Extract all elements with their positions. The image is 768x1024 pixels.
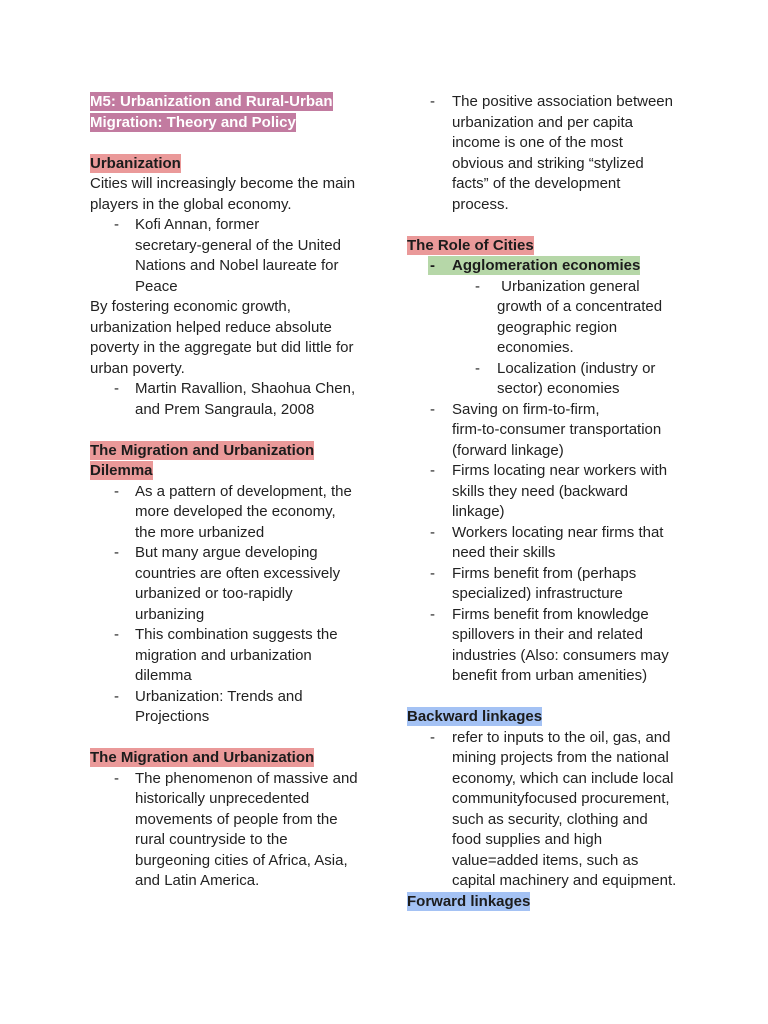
bullet-dash: - bbox=[430, 257, 435, 274]
bullet-continuation bbox=[407, 810, 727, 831]
bullet-text: income is one of the most bbox=[452, 134, 623, 151]
bullet-dash: - bbox=[430, 523, 435, 541]
heading-line bbox=[407, 236, 727, 257]
bullet-text: mining projects from the national bbox=[452, 749, 669, 766]
bullet-continuation bbox=[90, 646, 390, 667]
bullet-continuation bbox=[407, 871, 727, 892]
sub-bullet-item bbox=[407, 359, 727, 380]
bullet-dash: - bbox=[430, 400, 435, 418]
heading-line bbox=[90, 154, 390, 175]
bullet-text: refer to inputs to the oil, gas, and bbox=[452, 728, 671, 746]
bullet-continuation bbox=[90, 707, 390, 728]
paragraph-line bbox=[90, 174, 390, 195]
bullet-continuation bbox=[90, 789, 390, 810]
bullet-dash: - bbox=[430, 462, 435, 479]
bullet-dash: - bbox=[430, 605, 435, 623]
bullet-item bbox=[407, 92, 727, 113]
bullet-text: (forward linkage) bbox=[452, 441, 564, 459]
bullet-text: Firms benefit from knowledge bbox=[452, 605, 649, 623]
paragraph-text: poverty in the aggregate but did little for bbox=[90, 339, 354, 356]
bullet-dash: - bbox=[114, 380, 119, 397]
bullet-text: Workers locating near firms that bbox=[452, 523, 664, 541]
bullet-continuation bbox=[407, 113, 727, 134]
bullet-dash: - bbox=[114, 769, 119, 787]
bullet-continuation bbox=[407, 441, 727, 462]
bullet-text: and Latin America. bbox=[135, 872, 260, 889]
bullet-text: Nations and Nobel laureate for bbox=[135, 257, 339, 274]
bullet-text: movements of people from the bbox=[135, 810, 338, 828]
bullet-text: and Prem Sangraula, 2008 bbox=[135, 400, 315, 418]
spacer bbox=[90, 728, 390, 749]
bullet-text: more developed the economy, bbox=[135, 503, 336, 520]
sub-bullet-text: Urbanization general bbox=[497, 277, 640, 295]
bullet-dash: - bbox=[430, 93, 435, 110]
section-heading-backward-linkages: Backward linkages bbox=[407, 708, 543, 725]
left-column bbox=[90, 92, 390, 892]
bullet-text: Martin Ravallion, Shaohua Chen, bbox=[135, 380, 356, 397]
spacer bbox=[407, 687, 727, 708]
paragraph-line bbox=[90, 195, 390, 216]
bullet-item bbox=[407, 728, 727, 749]
paragraph-line bbox=[90, 318, 390, 339]
agglomeration-heading: Agglomeration economies bbox=[452, 257, 641, 274]
bullet-continuation bbox=[90, 277, 390, 298]
bullet-text: But many argue developing bbox=[135, 544, 318, 561]
bullet-text: specialized) infrastructure bbox=[452, 585, 623, 602]
sub-bullet-text: economies. bbox=[497, 339, 574, 356]
agglomeration-bullet bbox=[407, 256, 727, 277]
bullet-text: countries are often excessively bbox=[135, 564, 341, 582]
paragraph-text: By fostering economic growth, bbox=[90, 298, 291, 315]
bullet-text: need their skills bbox=[452, 544, 556, 561]
spacer bbox=[90, 133, 390, 154]
bullet-continuation bbox=[407, 482, 727, 503]
bullet-dash: - bbox=[430, 728, 435, 746]
right-column bbox=[407, 92, 727, 912]
bullet-item bbox=[90, 215, 390, 236]
bullet-text: process. bbox=[452, 195, 509, 213]
bullet-text: urbanized or too-rapidly bbox=[135, 585, 293, 602]
bullet-continuation bbox=[407, 666, 727, 687]
bullet-text: benefit from urban amenities) bbox=[452, 667, 648, 684]
bullet-continuation bbox=[90, 523, 390, 544]
bullet-item bbox=[407, 564, 727, 585]
bullet-continuation bbox=[407, 195, 727, 216]
bullet-text: Kofi Annan, former bbox=[135, 216, 260, 233]
paragraph-text: players in the global economy. bbox=[90, 195, 292, 213]
section-heading-forward-linkages: Forward linkages bbox=[407, 892, 531, 910]
bullet-dash: - bbox=[475, 359, 480, 377]
bullet-continuation bbox=[407, 789, 727, 810]
bullet-continuation bbox=[90, 400, 390, 421]
document-title: Migration: Theory and Policy bbox=[90, 113, 296, 131]
bullet-text: communityfocused procurement, bbox=[452, 790, 670, 807]
bullet-continuation bbox=[90, 236, 390, 257]
heading-line bbox=[407, 707, 727, 728]
bullet-text: The phenomenon of massive and bbox=[135, 769, 358, 787]
agglomeration-highlight bbox=[428, 256, 640, 275]
sub-bullet-item bbox=[407, 277, 727, 298]
bullet-continuation bbox=[90, 502, 390, 523]
paragraph-text: Cities will increasingly become the main bbox=[90, 175, 356, 192]
heading-line bbox=[90, 748, 390, 769]
bullet-text: food supplies and high bbox=[452, 831, 603, 848]
bullet-dash: - bbox=[114, 687, 119, 705]
bullet-text: dilemma bbox=[135, 667, 192, 684]
section-heading-role-of-cities: The Role of Cities bbox=[407, 236, 534, 254]
bullet-text: Urbanization: Trends and bbox=[135, 687, 303, 705]
section-heading-dilemma: The Migration and Urbanization bbox=[90, 441, 315, 459]
bullet-item bbox=[407, 461, 727, 482]
bullet-dash: - bbox=[114, 544, 119, 561]
sub-bullet-continuation bbox=[407, 379, 727, 400]
bullet-text: The positive association between bbox=[452, 93, 673, 110]
bullet-continuation bbox=[90, 584, 390, 605]
heading-line bbox=[90, 441, 390, 462]
document-title-line bbox=[90, 113, 390, 134]
bullet-item bbox=[90, 543, 390, 564]
bullet-text: burgeoning cities of Africa, Asia, bbox=[135, 851, 348, 869]
document-title-line bbox=[90, 92, 390, 113]
section-heading-migration: The Migration and Urbanization bbox=[90, 749, 315, 766]
bullet-continuation bbox=[407, 748, 727, 769]
bullet-text: such as security, clothing and bbox=[452, 810, 648, 828]
bullet-item bbox=[407, 523, 727, 544]
bullet-continuation bbox=[407, 133, 727, 154]
bullet-continuation bbox=[90, 666, 390, 687]
paragraph-text: urbanization helped reduce absolute bbox=[90, 318, 332, 336]
bullet-item bbox=[407, 400, 727, 421]
bullet-text: Firms locating near workers with bbox=[452, 462, 668, 479]
bullet-item bbox=[407, 605, 727, 626]
bullet-dash: - bbox=[430, 564, 435, 582]
bullet-continuation bbox=[90, 605, 390, 626]
bullet-continuation bbox=[407, 543, 727, 564]
bullet-text: firm-to-consumer transportation bbox=[452, 421, 662, 438]
bullet-text: value=added items, such as bbox=[452, 851, 639, 869]
bullet-continuation bbox=[407, 174, 727, 195]
bullet-continuation bbox=[90, 256, 390, 277]
sub-bullet-continuation bbox=[407, 338, 727, 359]
bullet-continuation bbox=[90, 810, 390, 831]
bullet-text: urbanizing bbox=[135, 605, 205, 623]
bullet-text: Saving on firm-to-firm, bbox=[452, 400, 600, 418]
bullet-text: economy, which can include local bbox=[452, 769, 674, 787]
bullet-item bbox=[90, 769, 390, 790]
bullet-text: urbanization and per capita bbox=[452, 113, 633, 131]
document-title: M5: Urbanization and Rural-Urban bbox=[90, 93, 333, 110]
bullet-item bbox=[90, 687, 390, 708]
bullet-text: Firms benefit from (perhaps bbox=[452, 564, 637, 582]
bullet-item bbox=[90, 482, 390, 503]
bullet-text: rural countryside to the bbox=[135, 831, 288, 848]
sub-bullet-text: Localization (industry or bbox=[497, 359, 656, 377]
bullet-text: This combination suggests the bbox=[135, 626, 338, 643]
bullet-continuation bbox=[407, 851, 727, 872]
bullet-continuation bbox=[407, 769, 727, 790]
paragraph-text: urban poverty. bbox=[90, 359, 185, 377]
bullet-continuation bbox=[407, 830, 727, 851]
paragraph-line bbox=[90, 297, 390, 318]
bullet-continuation bbox=[407, 625, 727, 646]
bullet-continuation bbox=[90, 564, 390, 585]
sub-bullet-text: geographic region bbox=[497, 318, 618, 336]
sub-bullet-text: growth of a concentrated bbox=[497, 298, 663, 315]
spacer bbox=[90, 420, 390, 441]
section-heading-urbanization: Urbanization bbox=[90, 154, 181, 172]
bullet-dash: - bbox=[114, 626, 119, 643]
bullet-continuation bbox=[90, 830, 390, 851]
bullet-text: linkage) bbox=[452, 503, 505, 520]
bullet-text: capital machinery and equipment. bbox=[452, 872, 677, 889]
sub-bullet-continuation bbox=[407, 318, 727, 339]
section-heading-dilemma: Dilemma bbox=[90, 462, 153, 479]
bullet-text: Peace bbox=[135, 277, 178, 295]
bullet-continuation bbox=[407, 502, 727, 523]
bullet-text: historically unprecedented bbox=[135, 790, 310, 807]
bullet-continuation bbox=[407, 584, 727, 605]
sub-bullet-text: sector) economies bbox=[497, 380, 620, 397]
bullet-text: Projections bbox=[135, 708, 210, 725]
bullet-continuation bbox=[407, 420, 727, 441]
spacer bbox=[407, 215, 727, 236]
bullet-text: secretary-general of the United bbox=[135, 236, 341, 254]
bullet-item bbox=[90, 379, 390, 400]
heading-line bbox=[407, 892, 727, 913]
bullet-continuation bbox=[90, 851, 390, 872]
sub-bullet-continuation bbox=[407, 297, 727, 318]
bullet-dash: - bbox=[114, 482, 119, 500]
bullet-text: industries (Also: consumers may bbox=[452, 646, 669, 664]
bullet-continuation bbox=[90, 871, 390, 892]
bullet-dash: - bbox=[475, 277, 480, 295]
bullet-text: migration and urbanization bbox=[135, 646, 312, 664]
bullet-continuation bbox=[407, 154, 727, 175]
paragraph-line bbox=[90, 338, 390, 359]
bullet-text: obvious and striking “stylized bbox=[452, 154, 644, 172]
bullet-item bbox=[90, 625, 390, 646]
bullet-text: the more urbanized bbox=[135, 523, 265, 541]
bullet-text: spillovers in their and related bbox=[452, 626, 643, 643]
paragraph-line bbox=[90, 359, 390, 380]
heading-line bbox=[90, 461, 390, 482]
bullet-text: facts” of the development bbox=[452, 175, 621, 192]
bullet-text: skills they need (backward bbox=[452, 482, 628, 500]
bullet-text: As a pattern of development, the bbox=[135, 482, 352, 500]
bullet-continuation bbox=[407, 646, 727, 667]
bullet-dash: - bbox=[114, 216, 119, 233]
